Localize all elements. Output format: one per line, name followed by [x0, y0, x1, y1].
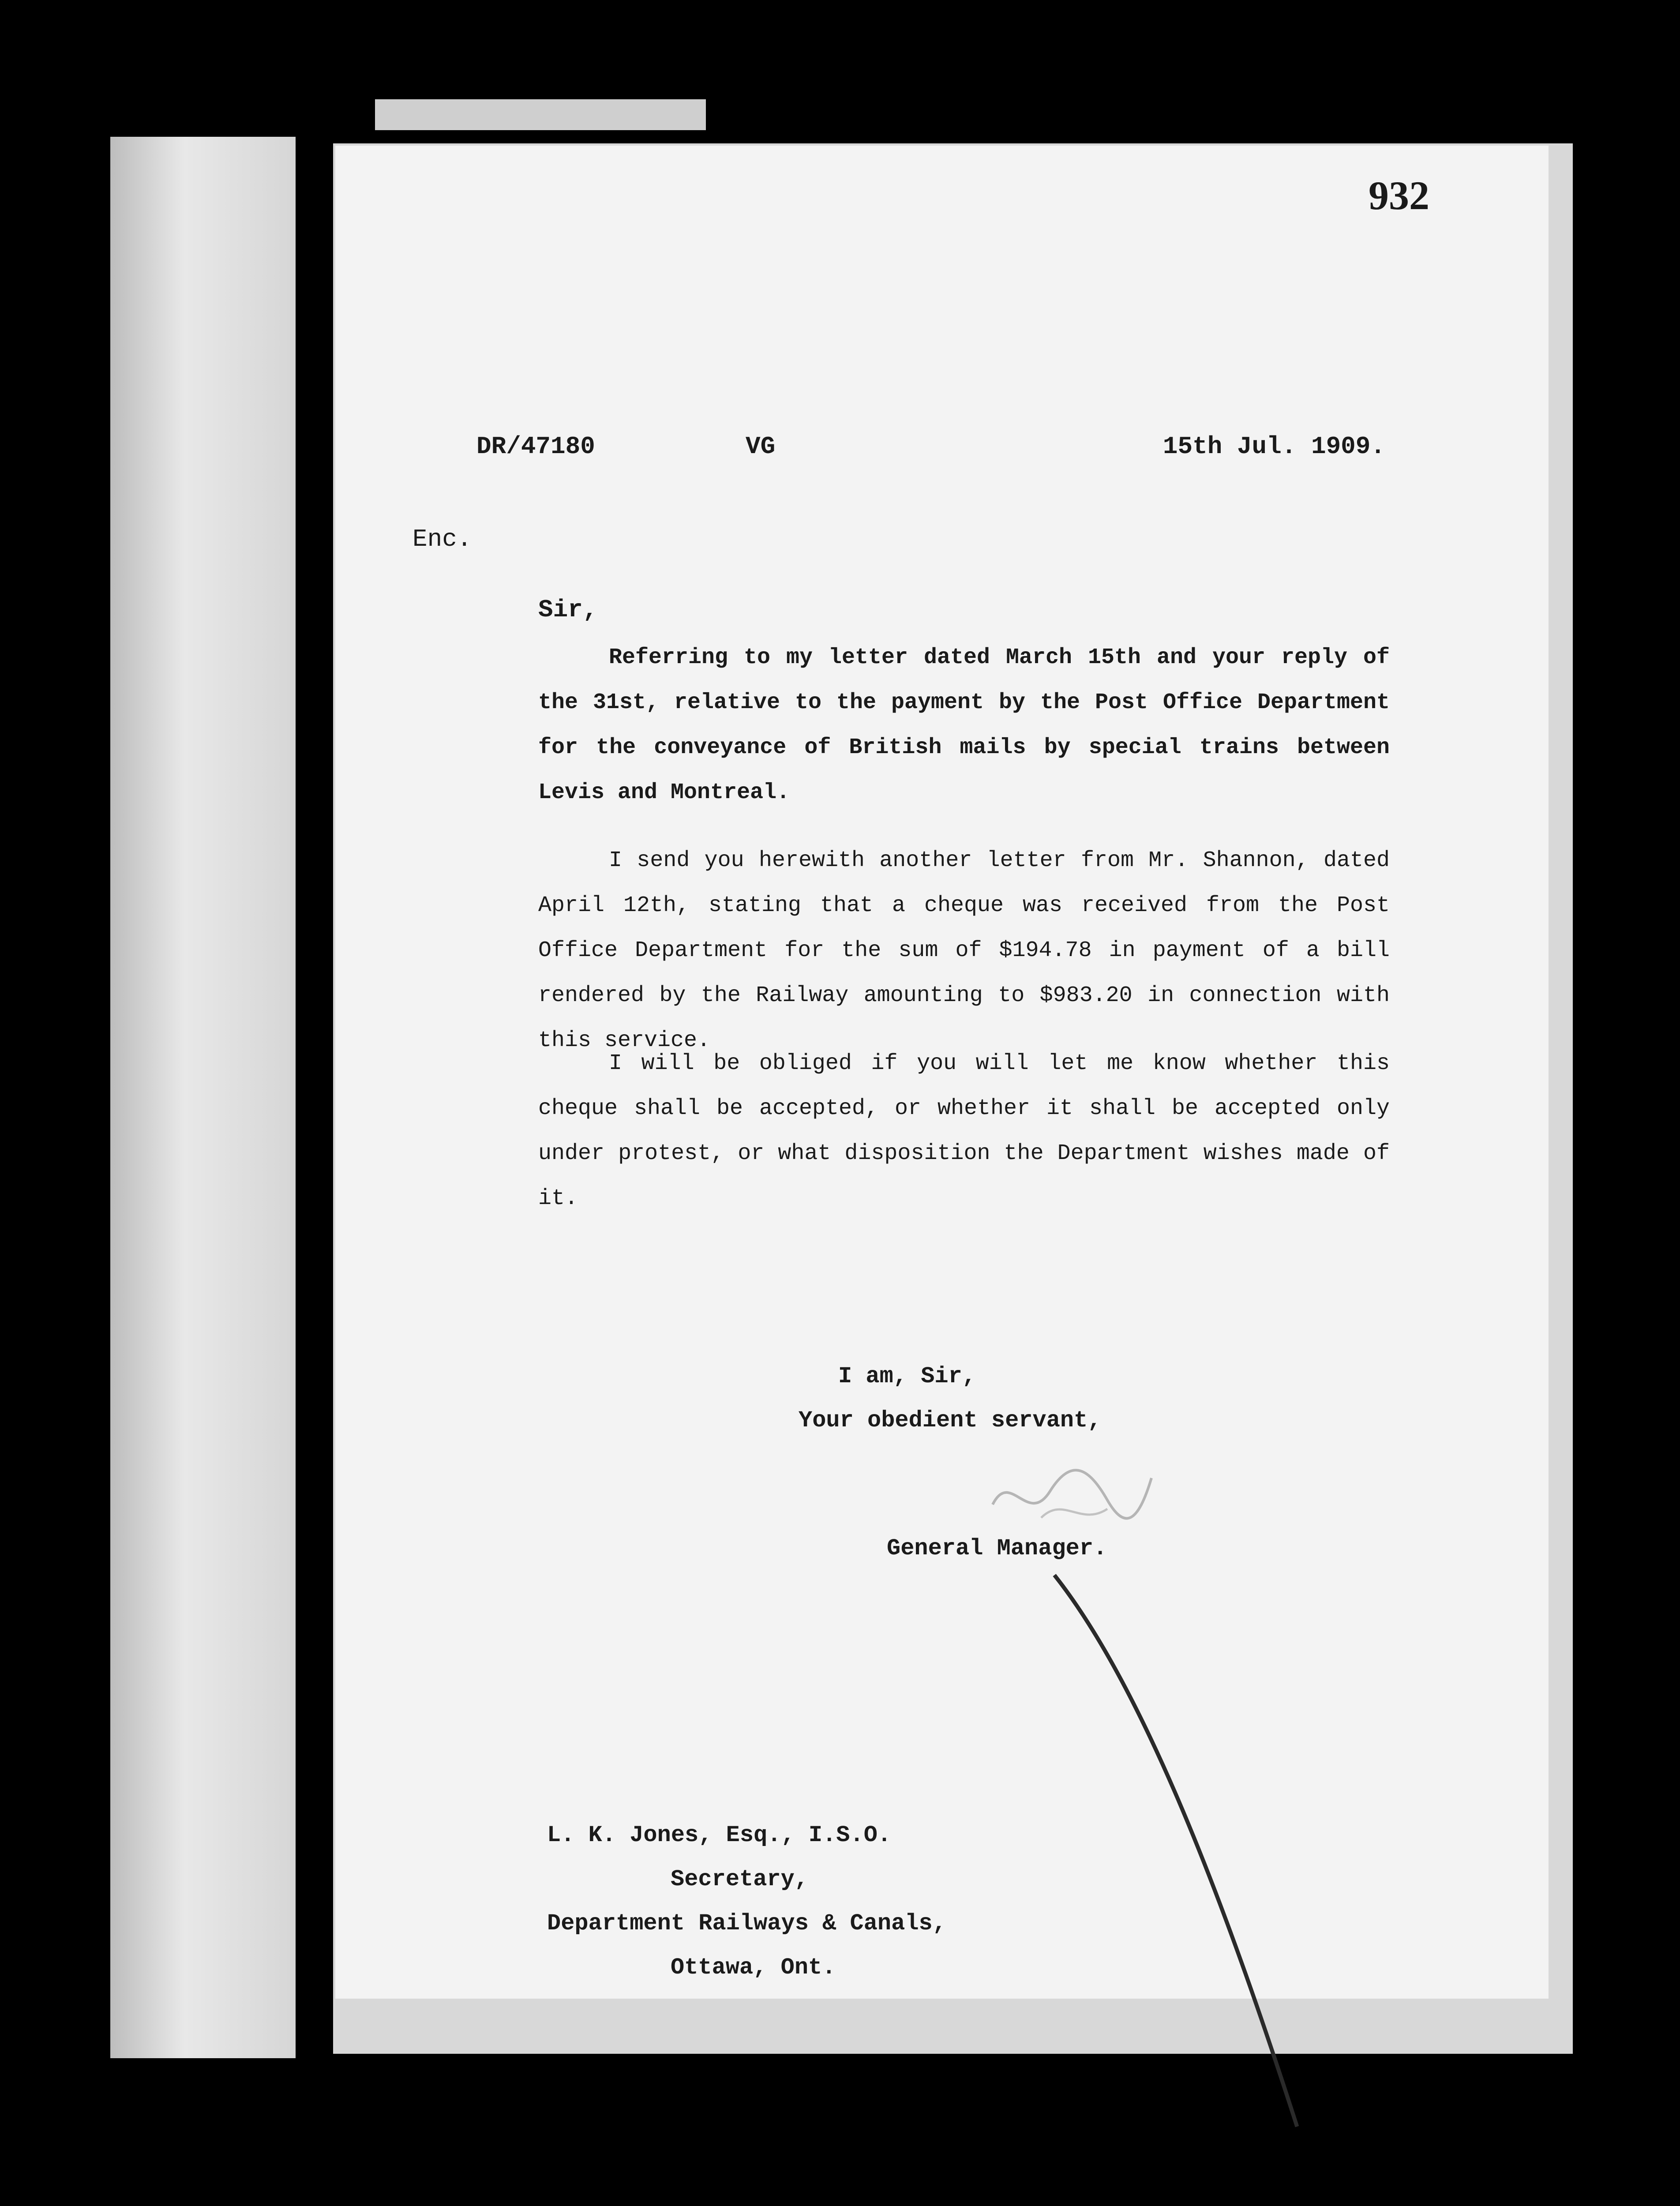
addressee-city: Ottawa, Ont.	[671, 1955, 836, 1981]
letter-date: 15th Jul. 1909.	[1162, 432, 1385, 461]
reference-row	[476, 432, 1385, 468]
body-paragraph: Referring to my letter dated March 15th and your reply of the 31st, relative to the payment by the Post Office Department for the conveyance of British mails by special trains between Levis and Montreal.	[538, 645, 1390, 805]
enclosure-note: Enc.	[412, 525, 472, 553]
salutation: Sir,	[538, 596, 598, 624]
addressee-department: Department Railways & Canals,	[547, 1910, 946, 1936]
body-paragraph: I will be obliged if you will let me know whether this cheque shall be accepted, or whether it shall be accepted only under protest, or what disposition the Department wishes made of it.	[538, 1051, 1390, 1211]
signer-title: General Manager.	[887, 1535, 1107, 1561]
body-paragraph: I send you herewith another letter from Mr. Shannon, dated April 12th, stating that a cheque was received from the Post Office Department for the sum of $194.78 in payment of a bill rendered by the Railway amounting to $983.20 in connection with this service.	[538, 848, 1390, 1053]
addressee-title: Secretary,	[671, 1866, 809, 1892]
pen-stroke	[1050, 1571, 1359, 2144]
letter-page	[335, 146, 1549, 1999]
handwritten-signature	[975, 1452, 1160, 1540]
addressee-name: L. K. Jones, Esq., I.S.O.	[547, 1822, 892, 1848]
page-number: 932	[1369, 173, 1429, 218]
page-tab	[375, 99, 706, 130]
closing-line: Your obedient servant,	[799, 1407, 1102, 1433]
closing-line: I am, Sir,	[838, 1363, 976, 1389]
file-reference: DR/47180	[476, 432, 595, 461]
typist-initials: VG	[746, 432, 776, 461]
adjacent-page-strip	[110, 137, 296, 2058]
